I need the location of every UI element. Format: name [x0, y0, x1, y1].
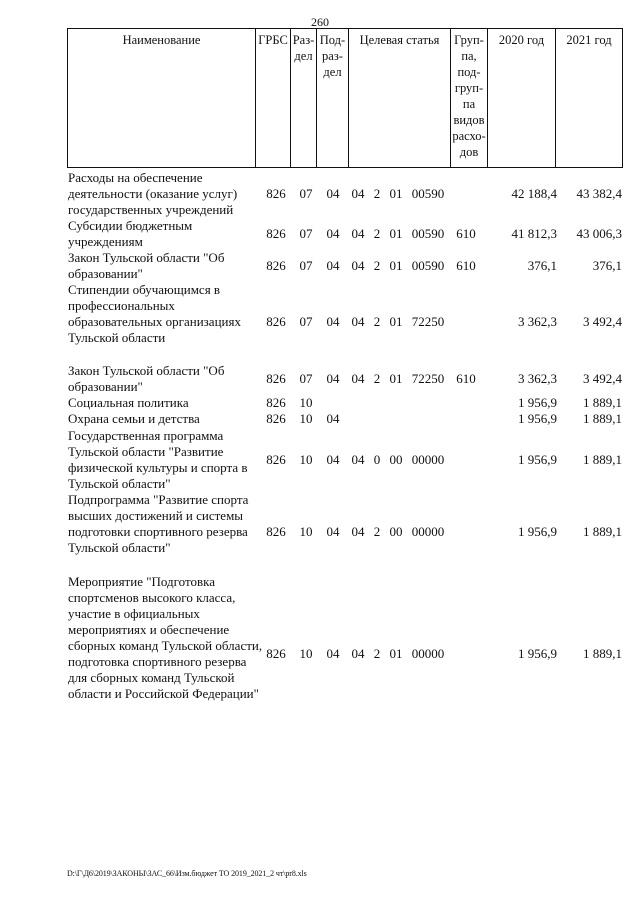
- cell-2021: 3 492,4: [583, 314, 622, 329]
- cell-grbs: 826: [266, 646, 286, 661]
- cell-target-3: 01: [389, 371, 403, 386]
- cell-target-4: 00000: [411, 524, 445, 539]
- cell-2020: 376,1: [527, 258, 557, 273]
- row-name: Закон Тульской области "Об образовании": [68, 250, 225, 281]
- file-path-footer: D:\Г\Д6\2019\ЗАКОНЫ\ЗАС_66\Изм.бюджет ТО 2019_2021_2 чт\pr8.xls: [67, 869, 307, 878]
- cell-podrazdel: 04: [326, 314, 340, 329]
- cell-grbs: 826: [266, 524, 286, 539]
- cell-target-3: 01: [389, 258, 403, 273]
- cell-2021: 43 382,4: [576, 186, 622, 201]
- cell-razdel: 10: [299, 452, 313, 467]
- cell-2020: 1 956,9: [518, 452, 557, 467]
- cell-target-3: 01: [389, 314, 403, 329]
- header-razdel: Раз- дел: [291, 29, 317, 167]
- cell-target-2: 2: [373, 258, 381, 273]
- cell-podrazdel: 04: [326, 411, 340, 426]
- row-name: Расходы на обеспечение деятельности (оказание услуг) государственных учреждений: [68, 170, 238, 217]
- row-name: Подпрограмма "Развитие спорта высших достижений и системы подготовки спортивного резерва Тульской области": [68, 492, 249, 555]
- row-name: Закон Тульской области "Об образовании": [68, 363, 225, 394]
- cell-2020: 3 362,3: [518, 314, 557, 329]
- cell-target-3: 01: [389, 226, 403, 241]
- cell-target-1: 04: [351, 258, 365, 273]
- cell-2021: 1 889,1: [583, 452, 622, 467]
- header-target-article: Целевая статья: [349, 29, 451, 167]
- row-name: Стипендии обучающимся в профессиональных образовательных организациях Тульской области: [68, 282, 241, 345]
- cell-podrazdel: 04: [326, 186, 340, 201]
- header-name: Наименование: [68, 29, 256, 167]
- cell-target-2: 2: [373, 524, 381, 539]
- cell-target-4: 00000: [411, 646, 445, 661]
- cell-2020: 42 188,4: [511, 186, 557, 201]
- cell-razdel: 10: [299, 395, 313, 410]
- cell-razdel: 07: [299, 186, 313, 201]
- cell-podrazdel: 04: [326, 646, 340, 661]
- cell-podrazdel: 04: [326, 524, 340, 539]
- header-2020: 2020 год: [488, 29, 556, 167]
- cell-podrazdel: 04: [326, 371, 340, 386]
- cell-grbs: 826: [266, 226, 286, 241]
- cell-2020: 1 956,9: [518, 646, 557, 661]
- cell-target-4: 72250: [411, 371, 445, 386]
- cell-razdel: 10: [299, 524, 313, 539]
- cell-target-3: 01: [389, 646, 403, 661]
- cell-2021: 376,1: [592, 258, 622, 273]
- cell-expense-group: 610: [456, 258, 476, 273]
- cell-razdel: 07: [299, 258, 313, 273]
- cell-2020: 1 956,9: [518, 411, 557, 426]
- cell-target-4: 00590: [411, 186, 445, 201]
- cell-2021: 1 889,1: [583, 524, 622, 539]
- cell-target-2: 2: [373, 371, 381, 386]
- cell-razdel: 07: [299, 226, 313, 241]
- cell-2020: 1 956,9: [518, 524, 557, 539]
- cell-podrazdel: 04: [326, 226, 340, 241]
- cell-2020: 41 812,3: [511, 226, 557, 241]
- cell-2021: 1 889,1: [583, 395, 622, 410]
- cell-grbs: 826: [266, 371, 286, 386]
- cell-2021: 1 889,1: [583, 646, 622, 661]
- cell-target-2: 2: [373, 314, 381, 329]
- cell-target-4: 00000: [411, 452, 445, 467]
- cell-target-1: 04: [351, 452, 365, 467]
- cell-razdel: 10: [299, 411, 313, 426]
- cell-expense-group: 610: [456, 371, 476, 386]
- row-name: Мероприятие "Подготовка спортсменов высокого класса, участие в официальных мероприятиях и обеспечение сборных команд Тульской области, подготовка спортивного резерва для сборных команд Тульской области и Российской Федерации": [68, 574, 263, 701]
- row-name: Субсидии бюджетным учреждениям: [68, 218, 193, 249]
- cell-2021: 43 006,3: [576, 226, 622, 241]
- cell-target-1: 04: [351, 524, 365, 539]
- cell-2021: 3 492,4: [583, 371, 622, 386]
- cell-target-2: 2: [373, 646, 381, 661]
- cell-podrazdel: 04: [326, 452, 340, 467]
- cell-2020: 3 362,3: [518, 371, 557, 386]
- cell-target-1: 04: [351, 186, 365, 201]
- cell-target-4: 00590: [411, 226, 445, 241]
- page-number: 260: [311, 15, 329, 29]
- cell-grbs: 826: [266, 411, 286, 426]
- cell-target-1: 04: [351, 646, 365, 661]
- cell-grbs: 826: [266, 452, 286, 467]
- cell-razdel: 07: [299, 314, 313, 329]
- cell-grbs: 826: [266, 186, 286, 201]
- cell-target-3: 00: [389, 452, 403, 467]
- row-name: Государственная программа Тульской области "Развитие физической культуры и спорта в Тульской области": [68, 428, 248, 491]
- cell-target-2: 0: [373, 452, 381, 467]
- cell-grbs: 826: [266, 395, 286, 410]
- cell-grbs: 826: [266, 314, 286, 329]
- cell-razdel: 07: [299, 371, 313, 386]
- cell-target-1: 04: [351, 314, 365, 329]
- cell-target-4: 00590: [411, 258, 445, 273]
- cell-podrazdel: 04: [326, 258, 340, 273]
- header-grbs: ГРБС: [256, 29, 291, 167]
- cell-target-3: 01: [389, 186, 403, 201]
- header-expense-group: Груп- па, под- груп- па видов расхо- дов: [451, 29, 488, 167]
- row-name: Социальная политика: [68, 395, 189, 410]
- cell-target-4: 72250: [411, 314, 445, 329]
- cell-target-2: 2: [373, 186, 381, 201]
- row-name: Охрана семьи и детства: [68, 411, 200, 426]
- header-podrazdel: Под- раз- дел: [317, 29, 349, 167]
- cell-target-3: 00: [389, 524, 403, 539]
- cell-2021: 1 889,1: [583, 411, 622, 426]
- header-2021: 2021 год: [566, 33, 612, 47]
- cell-2020: 1 956,9: [518, 395, 557, 410]
- cell-grbs: 826: [266, 258, 286, 273]
- cell-target-1: 04: [351, 226, 365, 241]
- cell-razdel: 10: [299, 646, 313, 661]
- cell-target-2: 2: [373, 226, 381, 241]
- table-header: [67, 28, 623, 168]
- cell-target-1: 04: [351, 371, 365, 386]
- cell-expense-group: 610: [456, 226, 476, 241]
